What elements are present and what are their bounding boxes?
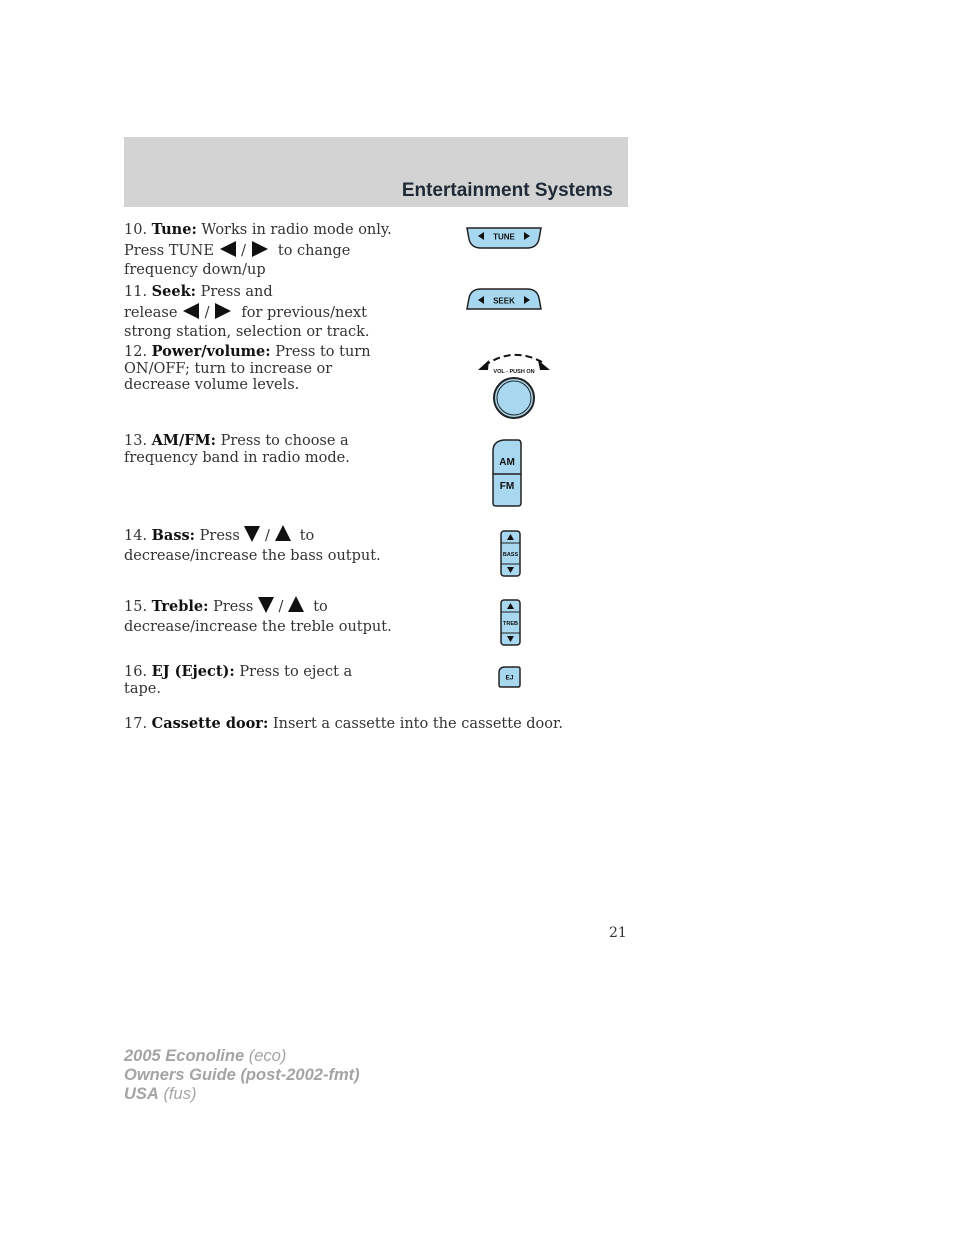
arrow-up-icon <box>288 596 304 613</box>
footer-line <box>124 1047 360 1066</box>
item-text: Press to turn ON/OFF; turn to increase or decrease volume levels. <box>124 344 371 393</box>
footer-model: 2005 Econoline <box>124 1047 245 1065</box>
item-text: to <box>313 599 328 615</box>
section-title: Entertainment Systems <box>401 180 613 201</box>
item-term: Treble: <box>151 598 209 615</box>
footer <box>124 1047 360 1104</box>
item-text: Insert a cassette into the cassette door. <box>272 716 563 732</box>
item-text: Press TUNE <box>124 242 214 259</box>
item-cassette-door <box>124 714 604 735</box>
separator: / <box>204 304 210 321</box>
am-label: AM <box>499 457 515 468</box>
item-term: Cassette door: <box>151 715 269 732</box>
fm-label: FM <box>499 481 515 492</box>
footer-market-code: (fus) <box>163 1085 197 1103</box>
page-number: 21 <box>609 925 627 941</box>
item-text: Press <box>213 599 254 615</box>
item-seek <box>124 282 394 343</box>
item-text: strong station, selection or track. <box>124 324 370 340</box>
seek-button-illustration <box>465 287 543 311</box>
item-number: 12. <box>124 344 148 360</box>
arrow-down-icon <box>244 525 260 542</box>
item-text: frequency down/up <box>124 262 266 278</box>
footer-market: USA <box>124 1085 159 1103</box>
footer-line <box>124 1066 360 1085</box>
footer-line <box>124 1085 360 1104</box>
item-text: Press <box>199 528 240 544</box>
am-fm-button-illustration <box>490 437 524 509</box>
arrow-left-icon <box>182 303 200 319</box>
item-number: 11. <box>124 284 148 300</box>
item-term: Power/volume: <box>151 343 271 360</box>
item-number: 17. <box>124 716 148 732</box>
volume-label: VOL - PUSH ON <box>493 369 535 375</box>
separator: / <box>278 599 284 615</box>
seek-label: SEEK <box>493 296 515 306</box>
item-text: Works in radio mode only. <box>201 222 392 238</box>
section-header <box>124 137 628 207</box>
item-term: EJ (Eject): <box>151 663 235 680</box>
treble-button-illustration <box>498 598 524 648</box>
footer-guide: Owners Guide (post-2002-fmt) <box>124 1066 360 1084</box>
rotate-left-arrow-icon <box>478 360 489 370</box>
separator: / <box>241 242 247 259</box>
item-term: Seek: <box>151 283 196 300</box>
item-number: 15. <box>124 599 148 615</box>
item-text: decrease/increase the bass output. <box>124 547 381 564</box>
item-power-volume <box>124 344 384 394</box>
separator: / <box>265 528 270 544</box>
item-text: Press and <box>200 284 273 300</box>
bass-button-illustration <box>498 529 524 579</box>
item-number: 14. <box>124 528 148 544</box>
tune-button-illustration <box>465 226 543 250</box>
eject-button-illustration <box>497 665 523 689</box>
volume-knob-illustration <box>472 348 556 422</box>
item-text: decrease/increase the treble output. <box>124 618 392 635</box>
item-number: 10. <box>124 222 148 238</box>
arrow-up-icon <box>275 525 291 542</box>
arrow-right-icon <box>251 241 269 257</box>
item-eject <box>124 663 364 698</box>
item-term: Bass: <box>151 527 196 544</box>
arrow-down-icon <box>258 596 274 613</box>
item-treble <box>124 596 424 637</box>
item-text: Press to eject a tape. <box>124 664 353 697</box>
treble-label: TREB <box>503 621 518 627</box>
item-am-fm <box>124 432 354 467</box>
item-tune <box>124 220 394 281</box>
footer-model-code: (eco) <box>248 1047 287 1065</box>
arrow-right-icon <box>214 303 232 319</box>
bass-label: BASS <box>502 552 519 558</box>
item-term: Tune: <box>151 221 197 238</box>
item-text: Press to choose a frequency band in radio mode. <box>124 433 350 466</box>
item-text: for previous/next <box>241 304 367 321</box>
item-term: AM/FM: <box>151 432 216 449</box>
item-bass <box>124 525 424 566</box>
tune-label: TUNE <box>493 232 515 242</box>
item-number: 13. <box>124 433 148 449</box>
eject-label: EJ <box>505 674 514 682</box>
item-text: to change <box>277 242 351 259</box>
item-text: to <box>299 528 315 544</box>
item-number: 16. <box>124 664 148 680</box>
item-text: release <box>124 304 178 321</box>
rotate-right-arrow-icon <box>538 360 550 370</box>
arrow-left-icon <box>219 241 237 257</box>
